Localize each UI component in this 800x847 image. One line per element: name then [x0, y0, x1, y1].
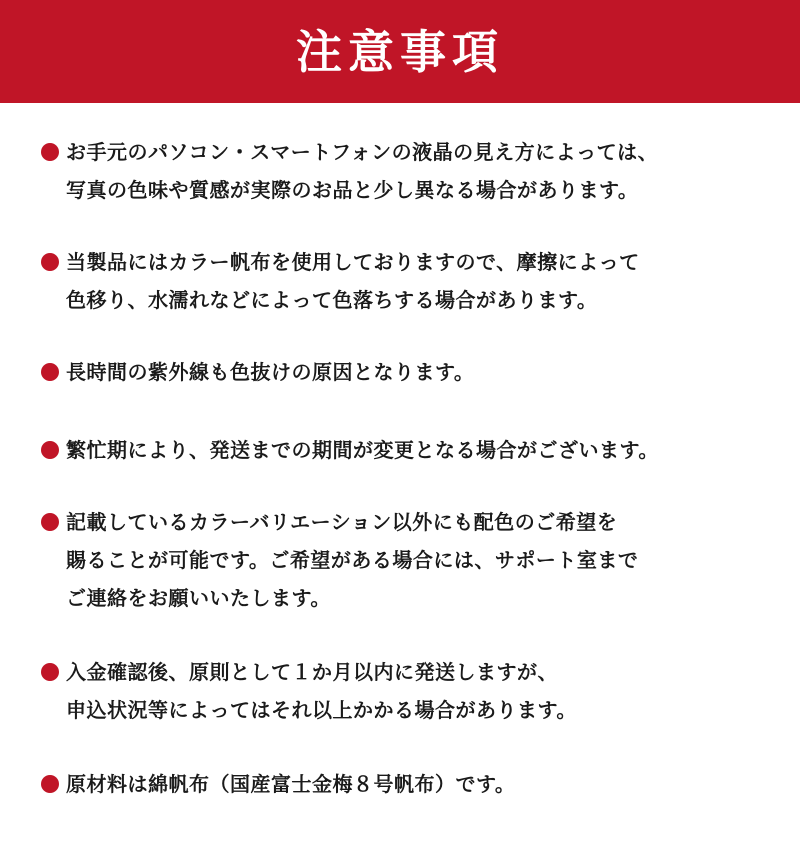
note-item-materials [38, 765, 778, 803]
note-line: 記載しているカラーバリエーション以外にも配色のご希望を [66, 510, 618, 534]
note-line: 長時間の紫外線も色抜けの原因となります。 [66, 360, 475, 384]
note-item-busy-season [38, 431, 778, 469]
notes-list [38, 133, 778, 847]
note-line: 当製品にはカラー帆布を使用しておりますので、摩擦によって [66, 250, 640, 274]
note-line: お手元のパソコン・スマートフォンの液晶の見え方によっては、 [66, 140, 659, 164]
bullet-dot-icon [41, 253, 59, 271]
header-banner [0, 0, 800, 103]
note-item-shipping-time [38, 653, 778, 729]
bullet-dot-icon [41, 143, 59, 161]
note-line: 入金確認後、原則として１か月以内に発送しますが、 [66, 660, 558, 684]
bullet-dot-icon [41, 663, 59, 681]
note-line: 色移り、水濡れなどによって色落ちする場合があります。 [66, 288, 598, 312]
bullet-dot-icon [41, 441, 59, 459]
note-item-display-color [38, 133, 778, 209]
bullet-dot-icon [41, 363, 59, 381]
note-line: ご連絡をお願いいたします。 [66, 586, 331, 610]
note-line: 申込状況等によってはそれ以上かかる場合があります。 [66, 698, 577, 722]
note-item-custom-colors [38, 503, 778, 617]
note-line: 写真の色味や質感が実際のお品と少し異なる場合があります。 [66, 178, 639, 202]
note-item-uv-fading [38, 353, 778, 391]
bullet-dot-icon [41, 775, 59, 793]
bullet-dot-icon [41, 513, 59, 531]
note-item-color-transfer [38, 243, 778, 319]
note-line: 賜ることが可能です。ご希望がある場合には、サポート室まで [66, 548, 639, 572]
page-title: 注意事項 [296, 24, 504, 79]
note-line: 繁忙期により、発送までの期間が変更となる場合がございます。 [66, 438, 659, 462]
note-line: 原材料は綿帆布（国産富士金梅８号帆布）です。 [66, 772, 516, 796]
